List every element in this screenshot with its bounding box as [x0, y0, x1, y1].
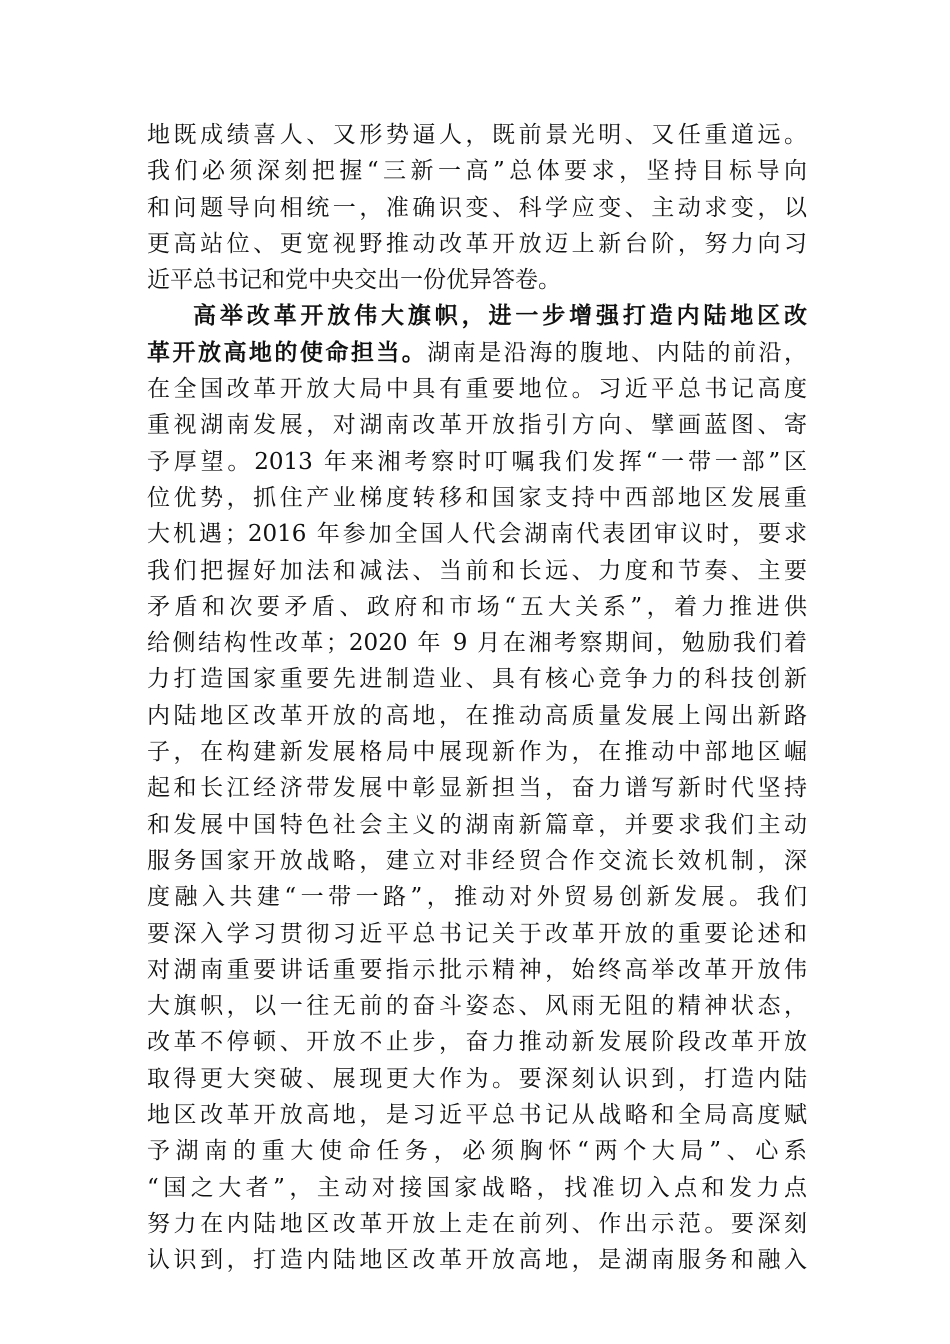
text-line: 重视湖南发展，对湖南改革开放指引方向、擘画蓝图、寄 [147, 412, 807, 439]
text-line: 矛盾和次要矛盾、政府和市场“五大关系”，着力推进供 [147, 593, 807, 620]
text-line: 大机遇；2016 年参加全国人代会湖南代表团审议时，要求 [147, 521, 807, 548]
text-line: 努力在内陆地区改革开放上走在前列、作出示范。要深刻 [147, 1210, 807, 1237]
text-line: 起和长江经济带发展中彰显新担当，奋力谱写新时代坚持 [147, 775, 807, 802]
text-line: 给侧结构性改革；2020 年 9 月在湘考察期间，勉励我们着 [147, 630, 807, 657]
text-line: 位优势，抓住产业梯度转移和国家支持中西部地区发展重 [147, 484, 807, 511]
text-line: 近平总书记和党中央交出一份优异答卷。 [147, 267, 561, 294]
text-line: 内陆地区改革开放的高地，在推动高质量发展上闯出新路 [147, 702, 807, 729]
text-line: 地区改革开放高地，是习近平总书记从战略和全局高度赋 [147, 1102, 807, 1129]
text-line: 予湖南的重大使命任务，必须胸怀“两个大局”、心系 [147, 1138, 807, 1165]
section-heading-line: 革开放高地的使命担当。湖南是沿海的腹地、内陆的前沿， [147, 338, 808, 366]
text-line: 和问题导向相统一，准确识变、科学应变、主动求变，以 [147, 194, 807, 221]
text-line: 改革不停顿、开放不止步，奋力推动新发展阶段改革开放 [147, 1029, 807, 1056]
text-line: 予厚望。2013 年来湘考察时叮嘱我们发挥“一带一部”区 [147, 448, 807, 475]
text-line: 子，在构建新发展格局中展现新作为，在推动中部地区崛 [147, 739, 807, 766]
text-line: 大旗帜，以一往无前的奋斗姿态、风雨无阻的精神状态， [147, 993, 807, 1020]
text-line: 度融入共建“一带一路”，推动对外贸易创新发展。我们 [147, 884, 807, 911]
text-line: 要深入学习贯彻习近平总书记关于改革开放的重要论述和 [147, 920, 807, 947]
text-line: 力打造国家重要先进制造业、具有核心竞争力的科技创新 [147, 666, 807, 693]
text-line: 和发展中国特色社会主义的湖南新篇章，并要求我们主动 [147, 811, 807, 838]
text-line: 我们必须深刻把握“三新一高”总体要求，坚持目标导向 [147, 158, 807, 185]
section-heading: 革开放高地的使命担当。 [147, 338, 428, 366]
text-line: 取得更大突破、展现更大作为。要深刻认识到，打造内陆 [147, 1065, 807, 1092]
text-line: 服务国家开放战略，建立对非经贸合作交流长效机制，深 [147, 847, 807, 874]
text-line: 对湖南重要讲话重要指示批示精神，始终高举改革开放伟 [147, 956, 807, 983]
text-line: “国之大者”，主动对接国家战略，找准切入点和发力点 [147, 1174, 807, 1201]
text-line: 地既成绩喜人、又形势逼人，既前景光明、又任重道远。 [147, 122, 807, 148]
body-text [147, 117, 807, 1279]
text-line: 认识到，打造内陆地区改革开放高地，是湖南服务和融入 [147, 1247, 807, 1274]
text-line: 更高站位、更宽视野推动改革开放迈上新台阶，努力向习 [147, 230, 807, 257]
section-heading: 高举改革开放伟大旗帜，进一步增强打造内陆地区改 [193, 302, 807, 330]
text-line: 我们把握好加法和减法、当前和长远、力度和节奏、主要 [147, 557, 807, 584]
section-heading-line [147, 298, 807, 334]
text-line: 在全国改革开放大局中具有重要地位。习近平总书记高度 [147, 376, 807, 403]
